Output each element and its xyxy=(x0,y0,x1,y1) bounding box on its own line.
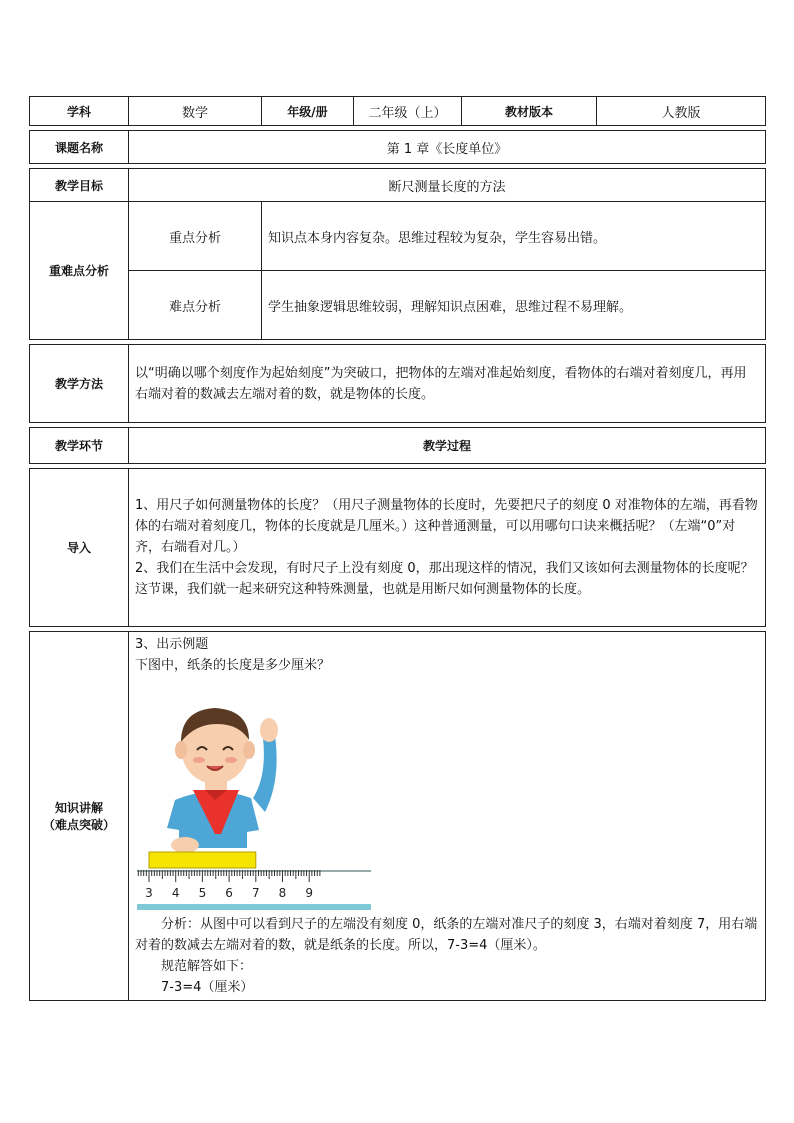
ruler-tick-label-9: 9 xyxy=(305,886,314,900)
grade-label: 年级/册 xyxy=(262,97,354,126)
goal-label: 教学目标 xyxy=(30,169,129,202)
example-figure xyxy=(135,680,375,914)
stage-label: 教学环节 xyxy=(30,428,129,464)
knowledge-sublabel: （难点突破） xyxy=(42,818,115,832)
lesson-name-value: 第 1 章《长度单位》 xyxy=(129,131,766,164)
answer-text: 7-3=4（厘米） xyxy=(161,980,254,995)
boy-illustration xyxy=(167,708,278,853)
intro-paragraph-2: 2、我们在生活中会发现，有时尺子上没有刻度 0，那出现这样的情况，我们又该如何去测量物体的长度呢？这节课，我们就一起来研究这种特殊测量，也就是用断尺如何测量物体的长度。 xyxy=(135,561,754,597)
ruler-tick-label-5: 5 xyxy=(198,886,207,900)
ruler-tick-label-6: 6 xyxy=(225,886,233,900)
ruler-band xyxy=(137,904,371,910)
key-point-text: 知识点本身内容复杂。思维过程较为复杂，学生容易出错。 xyxy=(262,202,766,271)
header-row xyxy=(30,97,766,126)
intro-label: 导入 xyxy=(30,469,129,627)
method-text: 以“明确以哪个刻度作为起始刻度”为突破口，把物体的左端对准起始刻度，看物体的右端对着刻度几，再用右端对着的数减去左端对着的数，就是物体的长度。 xyxy=(129,345,766,423)
analysis-text: 分析：从图中可以看到尺子的左端没有刻度 0，纸条的左端对准尺子的刻度 3，右端对着刻度 7，用右端对着的数减去左端对着的数，就是纸条的长度。所以，7-3=4（厘米）。 xyxy=(135,917,758,953)
subject-label: 学科 xyxy=(30,97,129,126)
lesson-name-label: 课题名称 xyxy=(30,131,129,164)
ruler-tick-label-4: 4 xyxy=(171,886,180,900)
difficulty-label: 重难点分析 xyxy=(30,202,129,340)
ruler-tick-label-3: 3 xyxy=(145,886,153,900)
grade-value: 二年级（上） xyxy=(354,97,462,126)
method-row xyxy=(30,345,766,423)
goal-value: 断尺测量长度的方法 xyxy=(129,169,766,202)
subject-value: 数学 xyxy=(129,97,262,126)
intro-row xyxy=(30,469,766,627)
ruler-tick-label-8: 8 xyxy=(278,886,287,900)
answer-title: 规范解答如下： xyxy=(161,959,253,974)
method-label: 教学方法 xyxy=(30,345,129,423)
goal-row xyxy=(30,169,766,202)
hard-point-row xyxy=(30,271,766,340)
knowledge-row xyxy=(30,632,766,1001)
process-label: 教学过程 xyxy=(129,428,766,464)
key-point-label: 重点分析 xyxy=(129,202,262,271)
paper-strip xyxy=(149,852,256,868)
example-title: 3、出示例题 xyxy=(135,637,209,652)
process-header-row xyxy=(30,428,766,464)
key-point-row xyxy=(30,202,766,271)
edition-value: 人教版 xyxy=(597,97,766,126)
example-question: 下图中，纸条的长度是多少厘米？ xyxy=(135,658,331,673)
intro-paragraph-1: 1、用尺子如何测量物体的长度？（用尺子测量物体的长度时，先要把尺子的刻度 0 对准物体的左端，再看物体的右端对着刻度几，物体的长度就是几厘米。）这种普通测量，可以用哪句口诀来概括呢？（左端“0”对齐，右端看对几。） xyxy=(135,498,758,555)
ruler xyxy=(137,870,371,910)
lesson-plan-table xyxy=(29,96,766,1001)
figure-svg xyxy=(135,680,375,914)
lesson-name-row xyxy=(30,131,766,164)
hard-point-text: 学生抽象逻辑思维较弱，理解知识点困难，思维过程不易理解。 xyxy=(262,271,766,340)
edition-label: 教材版本 xyxy=(462,97,597,126)
ruler-tick-label-7: 7 xyxy=(251,886,260,900)
knowledge-label: 知识讲解 xyxy=(54,801,103,815)
hard-point-label: 难点分析 xyxy=(129,271,262,340)
